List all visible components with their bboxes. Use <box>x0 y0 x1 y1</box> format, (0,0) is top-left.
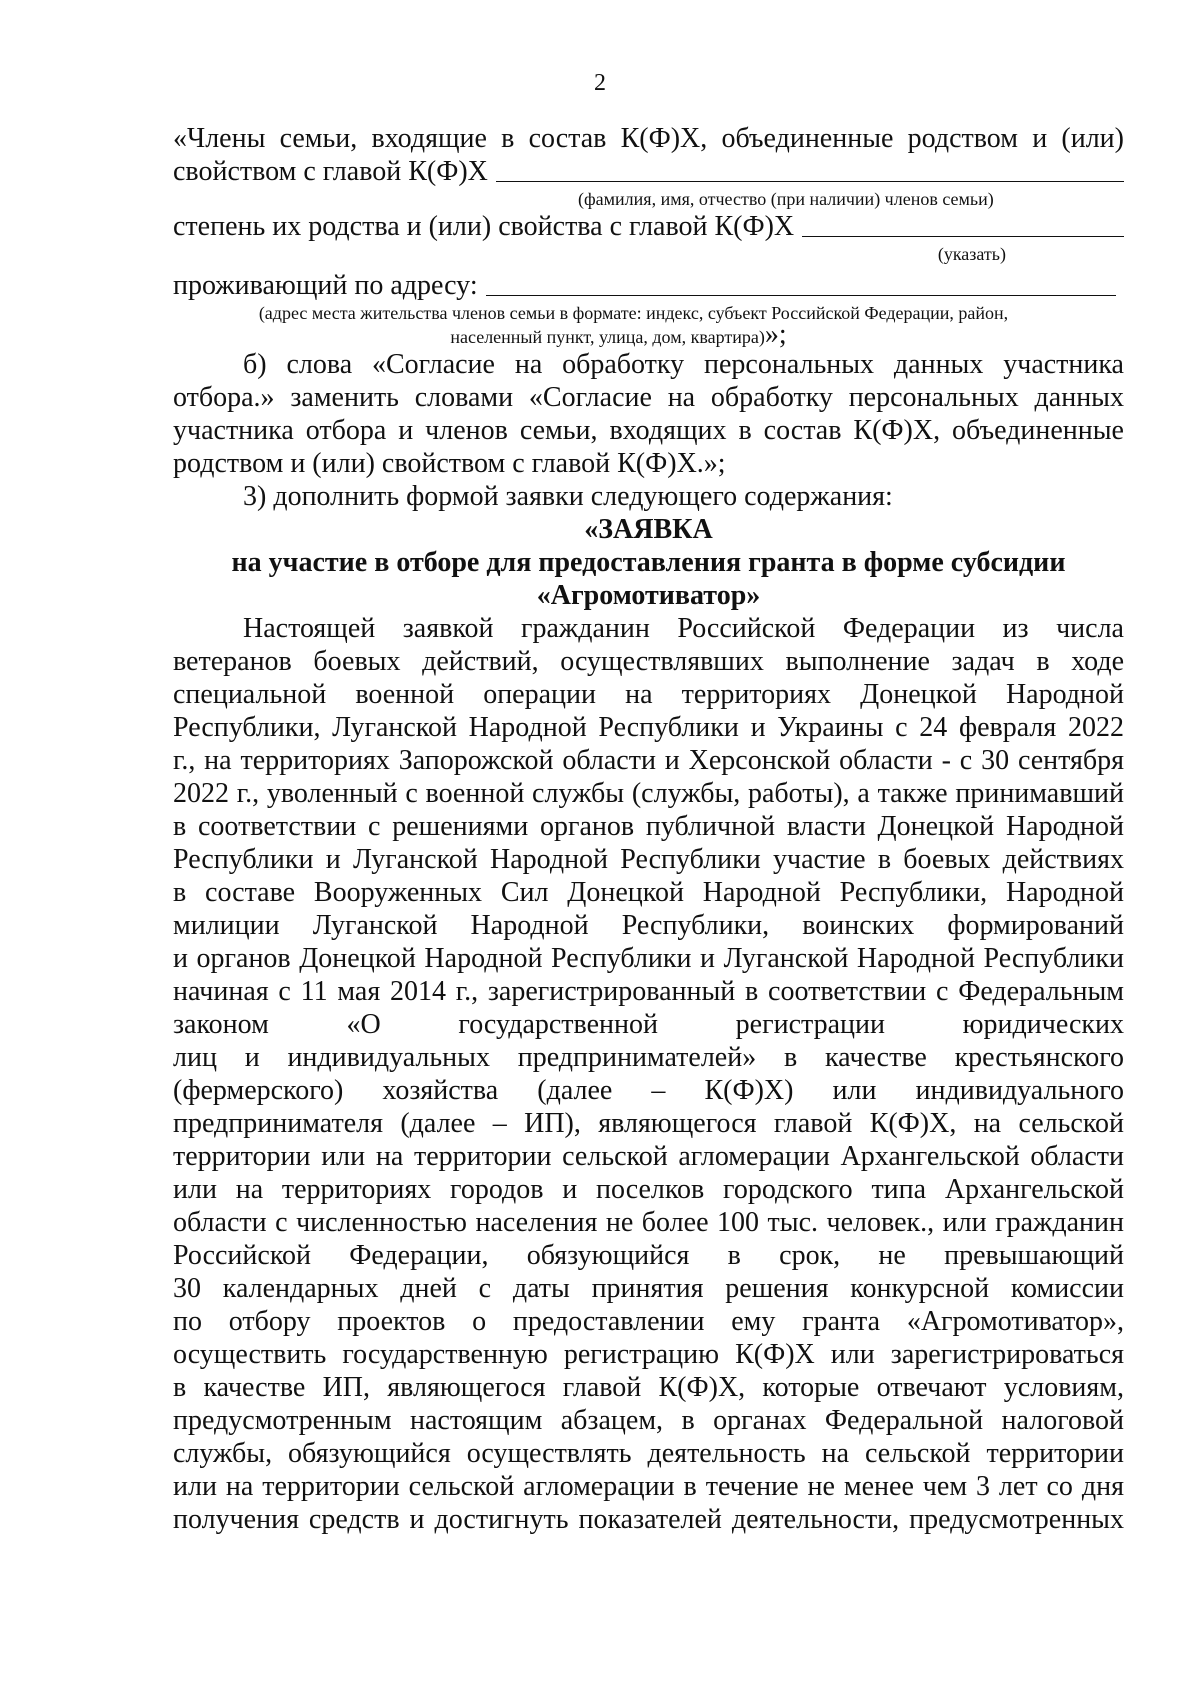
body-line: г., на территориях Запорожской области и Херсонской области - с 30 сентября <box>173 745 1124 776</box>
body-line: получения средств и достигнуть показателей деятельности, предусмотренных <box>173 1504 1124 1535</box>
body-line: предусмотренным настоящим абзацем, в органах Федеральной налоговой <box>173 1405 1124 1436</box>
body-line: 2022 г., уволенный с военной службы (службы, работы), а также принимавший <box>173 778 1124 809</box>
body-line: или на территориях городов и поселков городского типа Архангельской <box>173 1174 1124 1205</box>
body-line: Российской Федерации, обязующийся в срок, не превышающий <box>173 1240 1124 1271</box>
caption-tail: »; <box>764 319 787 350</box>
caption-family-names: (фамилия, имя, отчество (при наличии) членов семьи) <box>578 189 994 209</box>
body-line: специальной военной операции на территориях Донецкой Народной <box>173 679 1124 710</box>
body-line: (фермерского) хозяйства (далее – К(Ф)Х) или индивидуального <box>173 1075 1124 1106</box>
heading-subtitle: на участие в отборе для предоставления гранта в форме субсидии <box>231 547 1066 578</box>
form-line-3-label: степень их родства и (или) свойства с главой К(Ф)Х <box>173 211 795 242</box>
fill-line-relationship <box>802 210 1124 237</box>
body-line: Республики, Луганской Народной Республики и Украины с 24 февраля 2022 <box>173 712 1124 743</box>
page-number: 2 <box>594 70 606 96</box>
form-line-1: «Члены семьи, входящие в состав К(Ф)Х, объединенные родством и (или) <box>173 123 1124 154</box>
body-line: осуществить государственную регистрацию К(Ф)Х или зарегистрироваться <box>173 1339 1124 1370</box>
document-body <box>173 122 1124 1536</box>
para-b-line-2: отбора.» заменить словами «Согласие на обработку персональных данных <box>173 382 1124 413</box>
body-line: законом «О государственной регистрации юридических <box>173 1009 1124 1040</box>
fill-line-address <box>486 269 1116 296</box>
body-line: в соответствии с решениями органов публичной власти Донецкой Народной <box>173 811 1124 842</box>
body-line: ветеранов боевых действий, осуществлявших выполнение задач в ходе <box>173 646 1124 677</box>
caption-address-format-cont <box>173 319 1124 350</box>
body-line: предпринимателя (далее – ИП), являющегося главой К(Ф)Х, на сельской <box>173 1108 1124 1139</box>
para-b-line-1: б) слова «Согласие на обработку персональных данных участника <box>243 349 1124 380</box>
fill-line-family-members <box>496 155 1124 182</box>
form-line-3 <box>173 210 1124 243</box>
body-line: или на территории сельской агломерации в течение не менее чем 3 лет со дня <box>173 1471 1124 1502</box>
para-b-line-4: родством и (или) свойством с главой К(Ф)Х.»; <box>173 448 726 479</box>
body-line: в качестве ИП, являющегося главой К(Ф)Х, которые отвечают условиям, <box>173 1372 1124 1403</box>
body-line: службы, обязующийся осуществлять деятельность на сельской территории <box>173 1438 1124 1469</box>
body-line: Настоящей заявкой гражданин Российской Федерации из числа <box>243 613 1124 644</box>
heading-grant-name: «Агромотиватор» <box>536 580 761 611</box>
body-line: территории или на территории сельской агломерации Архангельской области <box>173 1141 1124 1172</box>
body-line: милиции Луганской Народной Республики, воинских формирований <box>173 910 1124 941</box>
body-line: лиц и индивидуальных предпринимателей» в качестве крестьянского <box>173 1042 1124 1073</box>
form-line-2-label: свойством с главой К(Ф)Х <box>173 156 488 187</box>
form-line-4 <box>173 269 1124 302</box>
para-3: 3) дополнить формой заявки следующего содержания: <box>243 481 893 512</box>
body-line: начиная с 11 мая 2014 г., зарегистрированный в соответствии с Федеральным <box>173 976 1124 1007</box>
heading-title: «ЗАЯВКА <box>584 514 713 545</box>
body-line: 30 календарных дней с даты принятия решения конкурсной комиссии <box>173 1273 1124 1304</box>
form-line-2 <box>173 155 1124 188</box>
body-line: области с численностью населения не более 100 тыс. человек., или гражданин <box>173 1207 1124 1238</box>
caption-address-format-cont-text: населенный пункт, улица, дом, квартира) <box>450 327 765 347</box>
body-line: и органов Донецкой Народной Республики и Луганской Народной Республики <box>173 943 1124 974</box>
caption-specify: (указать) <box>937 244 1006 264</box>
body-line: по отбору проектов о предоставлении ему гранта «Агромотиватор», <box>173 1306 1124 1337</box>
form-line-4-label: проживающий по адресу: <box>173 270 478 301</box>
application-body <box>173 612 1124 1536</box>
body-line: в составе Вооруженных Сил Донецкой Народной Республики, Народной <box>173 877 1124 908</box>
para-b-line-3: участника отбора и членов семьи, входящих в состав К(Ф)Х, объединенные <box>173 415 1124 446</box>
caption-address-format: (адрес места жительства членов семьи в формате: индекс, субъект Российской Федерации, район, <box>258 303 1009 323</box>
body-line: Республики и Луганской Народной Республики участие в боевых действиях <box>173 844 1124 875</box>
